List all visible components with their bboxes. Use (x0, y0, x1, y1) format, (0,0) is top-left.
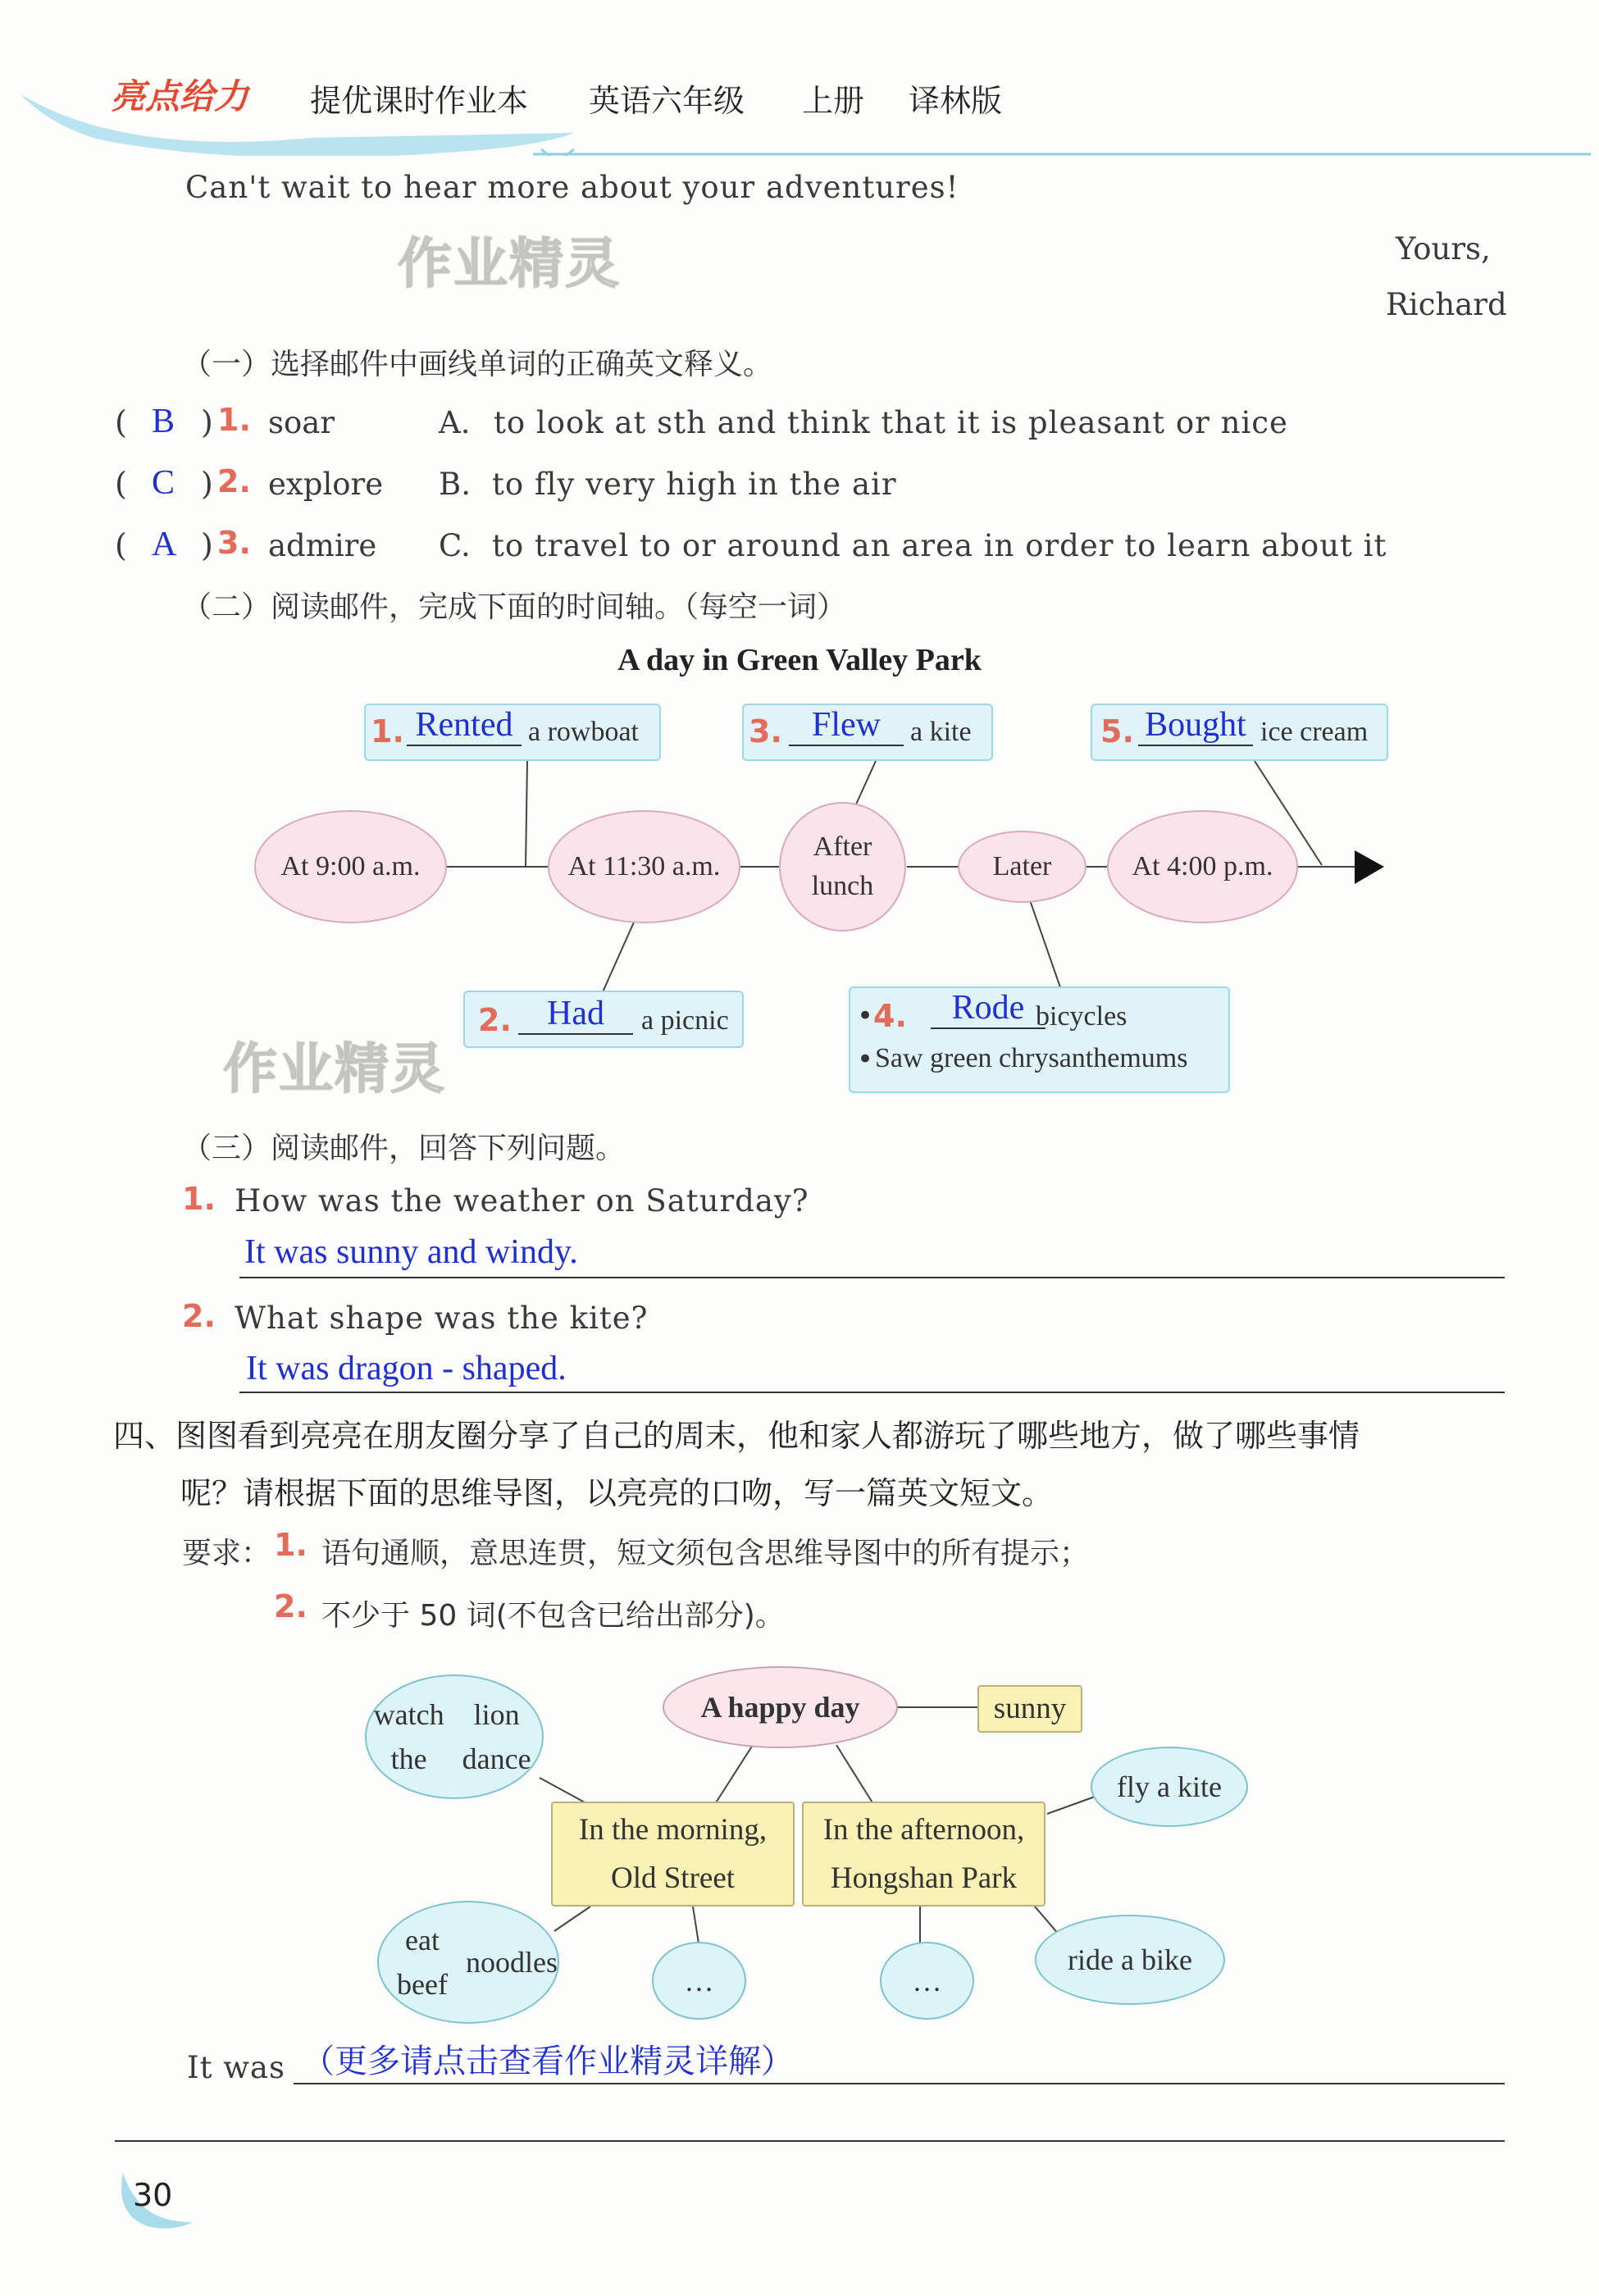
requirement-text: 不少于 50 词(不包含已给出部分)。 (321, 1599, 785, 1633)
answer-text: It was sunny and windy. (244, 1233, 578, 1271)
time-ellipse: Later (958, 831, 1086, 903)
time-ellipse: At 11:30 a.m. (548, 810, 740, 923)
header-subject: 英语六年级 (589, 83, 745, 119)
details-link[interactable]: （更多请点击查看作业精灵详解） (302, 2043, 794, 2080)
header-brand: 亮点给力 (111, 76, 249, 116)
item-number: 1. (217, 402, 251, 438)
header-volume: 上册 (802, 83, 865, 119)
mindmap-morning: In the morning, Old Street (551, 1802, 795, 1906)
question-number: 1. (182, 1181, 216, 1217)
mindmap-dots: … (880, 1942, 974, 2020)
time-ellipse: After lunch (779, 802, 906, 932)
answer: Rode (931, 988, 1046, 1029)
option-text: to fly very high in the air (492, 467, 897, 502)
mindmap-lion-dance: watch the lion dance (365, 1674, 544, 1799)
item-word: explore (268, 467, 384, 502)
option-letter: B. (439, 467, 471, 502)
part1-instruction: （一）选择邮件中画线单词的正确英文释义。 (182, 348, 773, 381)
option-text: to look at sth and think that it is pleasant or nice (494, 405, 1288, 440)
letter-signature: Richard (1386, 287, 1507, 322)
letter-closing: Can't wait to hear more about your adventures! (185, 170, 959, 205)
mindmap-fly-kite: fly a kite (1091, 1747, 1248, 1827)
item-word: admire (268, 528, 377, 563)
item-number: 2. (217, 463, 251, 499)
watermark: 作业精灵 (398, 232, 621, 295)
part2-instruction: （二）阅读邮件，完成下面的时间轴。（每空一词） (182, 590, 847, 624)
letter-signoff: Yours, (1396, 231, 1491, 266)
time-ellipse: At 4:00 p.m. (1107, 810, 1298, 923)
part3-instruction: （三）阅读邮件，回答下列问题。 (182, 1132, 626, 1165)
answer: Rented (407, 705, 522, 746)
time-ellipse: At 9:00 a.m. (254, 810, 447, 923)
answer-text: It was dragon - shaped. (246, 1350, 567, 1387)
timeline-box-2: 2. Had a picnic (463, 991, 744, 1048)
requirement-label: 要求： (182, 1537, 271, 1570)
part4-heading-2: 呢？请根据下面的思维导图，以亮亮的口吻，写一篇英文短文。 (180, 1475, 1054, 1511)
timeline-box-3: 3. Flew a kite (742, 704, 993, 761)
mindmap-weather: sunny (977, 1685, 1082, 1733)
option-letter: A. (439, 405, 471, 440)
mindmap-afternoon: In the afternoon, Hongshan Park (802, 1802, 1046, 1906)
requirement-number: 1. (274, 1527, 308, 1563)
header-series: 提优课时作业本 (310, 83, 529, 119)
requirement-number: 2. (274, 1588, 308, 1624)
option-letter: C. (439, 528, 471, 563)
writing-start: It was (187, 2050, 285, 2085)
question-number: 2. (182, 1298, 216, 1334)
option-text: to travel to or around an area in order to learn about it (492, 528, 1387, 563)
answer: Flew (789, 705, 904, 746)
timeline-title: A day in Green Valley Park (617, 643, 982, 677)
watermark: 作业精灵 (223, 1037, 446, 1100)
mindmap-beef-noodles: eat beef noodles (377, 1901, 559, 2024)
answer: B (152, 403, 175, 440)
timeline-box-5: 5. Bought ice cream (1091, 704, 1388, 761)
writing-line (294, 2083, 1505, 2084)
answer: C (152, 464, 175, 502)
mindmap-ride-bike: ride a bike (1035, 1915, 1225, 2005)
question-text: How was the weather on Saturday? (235, 1183, 809, 1219)
part4-heading: 四、图图看到亮亮在朋友圈分享了自己的周末，他和家人都游玩了哪些地方，做了哪些事情 (113, 1418, 1360, 1454)
timeline-box-1: 1. Rented a rowboat (364, 704, 661, 761)
item-word: soar (268, 405, 335, 440)
question-text: What shape was the kite? (235, 1301, 649, 1336)
item-number: 3. (217, 525, 251, 561)
mindmap-dots: … (652, 1942, 746, 2020)
mindmap-center: A happy day (663, 1666, 898, 1748)
answer: Had (518, 994, 633, 1035)
timeline-box-4: • 4. Rode bicycles • Saw green chrysanthemums (849, 986, 1230, 1093)
answer: Bought (1138, 705, 1253, 746)
writing-line (115, 2140, 1505, 2142)
header-edition: 译林版 (909, 83, 1003, 119)
page-number: 30 (133, 2177, 173, 2213)
requirement-text: 语句通顺，意思连贯，短文须包含思维导图中的所有提示； (321, 1537, 1090, 1570)
answer: A (152, 526, 177, 563)
